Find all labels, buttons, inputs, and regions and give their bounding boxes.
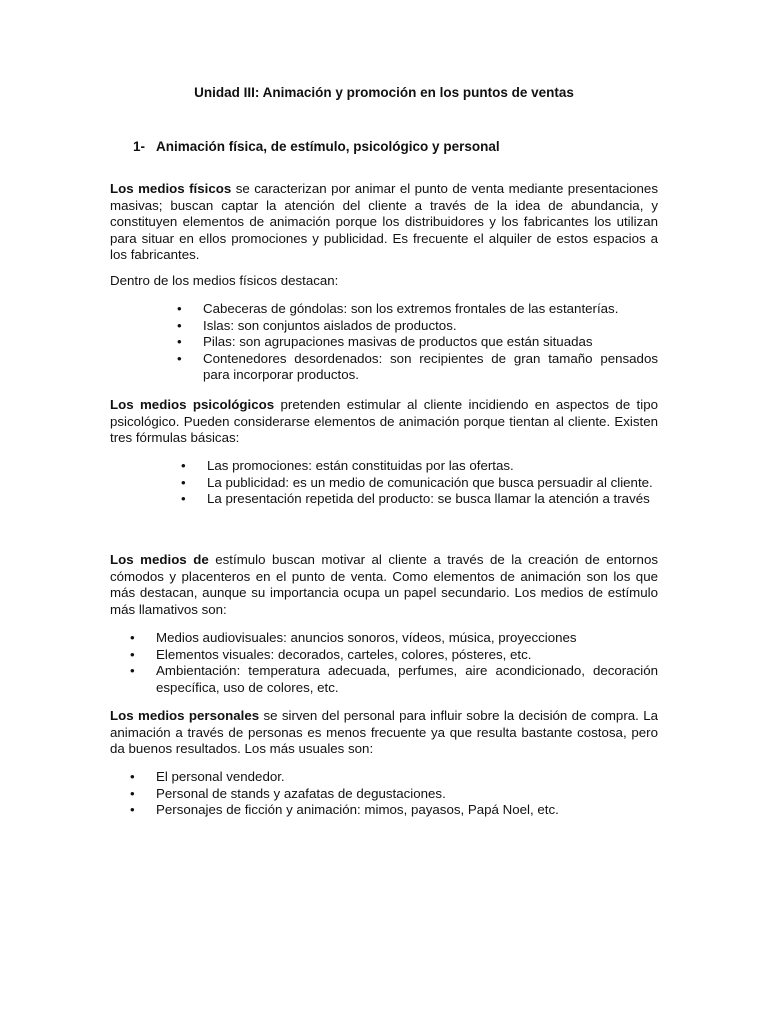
list-medios-fisicos (177, 301, 658, 384)
list-item: • Elementos visuales: decorados, carteles, colores, pósteres, etc. (130, 646, 532, 662)
bullet-icon: • (177, 317, 182, 333)
term-medios-fisicos: Los medios físicos (110, 181, 232, 196)
list-item: • Personajes de ficción y animación: mimos, payasos, Papá Noel, etc. (130, 802, 559, 818)
bullet-icon: • (177, 334, 182, 350)
text-medios-personales: se sirven del personal para influir sobre la decisión de compra. La animación a través de personas es menos frecuente ya que resulta bastante costosa, pero da buenos resultados. Los más usuales son: (110, 708, 658, 757)
term-medios-estimulo: Los medios de (110, 552, 209, 567)
page-title: Unidad III: Animación y promoción en los puntos de ventas (194, 85, 574, 100)
term-medios-psicologicos: Los medios psicológicos (110, 397, 275, 412)
bullet-icon: • (177, 350, 182, 366)
bullet-icon: • (130, 646, 135, 662)
bullet-icon: • (130, 630, 135, 645)
text-medios-fisicos: se caracterizan por animar el punto de venta mediante presentaciones masivas; buscan captar la atención del cliente a través de la idea de abundancia, y constituyen elementos de animación porque los distribuidores y los fabricantes los utilizan para situar en ellos promociones y publicidad. Es frecuente el alquiler de estos espacios a los fabricantes. (110, 181, 658, 263)
list-item: • Las promociones: están constituidas por las ofertas. (181, 458, 514, 473)
section-label: Animación física, de estímulo, psicológico y personal (156, 139, 500, 154)
list-item: • Ambientación: temperatura adecuada, perfumes, aire acondicionado, decoración específica, uso de colores, etc. (130, 663, 658, 695)
list-item: • Medios audiovisuales: anuncios sonoros, vídeos, música, proyecciones (130, 630, 577, 645)
bullet-icon: • (181, 491, 186, 507)
bullet-icon: • (181, 458, 186, 473)
section-number: 1- (133, 139, 146, 154)
list-item: • El personal vendedor. (130, 769, 285, 784)
bullet-icon: • (177, 301, 182, 316)
list-item: • Personal de stands y azafatas de degustaciones. (130, 785, 446, 801)
paragraph-medios-psicologicos (110, 397, 658, 447)
bullet-icon: • (181, 474, 186, 490)
bullet-icon: • (130, 769, 135, 784)
paragraph-medios-estimulo (110, 552, 658, 618)
term-medios-personales: Los medios personales (110, 708, 260, 723)
list-item: • Contenedores desordenados: son recipientes de gran tamaño pensados para incorporar productos. (177, 350, 658, 383)
intro-text: Dentro de los medios físicos destacan: (110, 273, 339, 288)
list-item: • Cabeceras de góndolas: son los extremos frontales de las estanterías. (177, 301, 619, 316)
bullet-icon: • (130, 663, 135, 679)
bullet-icon: • (130, 785, 135, 801)
list-medios-psicologicos (181, 458, 658, 508)
text-medios-estimulo: estímulo buscan motivar al cliente a través de la creación de entornos cómodos y placenteros en el punto de venta. Como elementos de animación son los que más destacan, aunque su importancia ocupa un papel secundario. Los medios de estímulo más llamativos son: (110, 552, 658, 617)
list-medios-personales (130, 769, 658, 819)
list-item: • La publicidad: es un medio de comunicación que busca persuadir al cliente. (181, 474, 653, 490)
bullet-icon: • (130, 802, 135, 818)
paragraph-medios-fisicos (110, 181, 658, 264)
section-heading (133, 139, 500, 156)
list-item: • La presentación repetida del producto: se busca llamar la atención a través (181, 491, 650, 507)
list-medios-estimulo (130, 630, 658, 696)
paragraph-medios-personales (110, 708, 658, 758)
text-medios-psicologicos: pretenden estimular al cliente incidiendo en aspectos de tipo psicológico. Pueden considerarse elementos de animación porque tientan al cliente. Existen tres fórmulas básicas: (110, 397, 658, 446)
intro-medios-fisicos (110, 273, 658, 290)
list-item: • Islas: son conjuntos aislados de productos. (177, 317, 457, 333)
list-item: • Pilas: son agrupaciones masivas de productos que están situadas (177, 334, 593, 350)
